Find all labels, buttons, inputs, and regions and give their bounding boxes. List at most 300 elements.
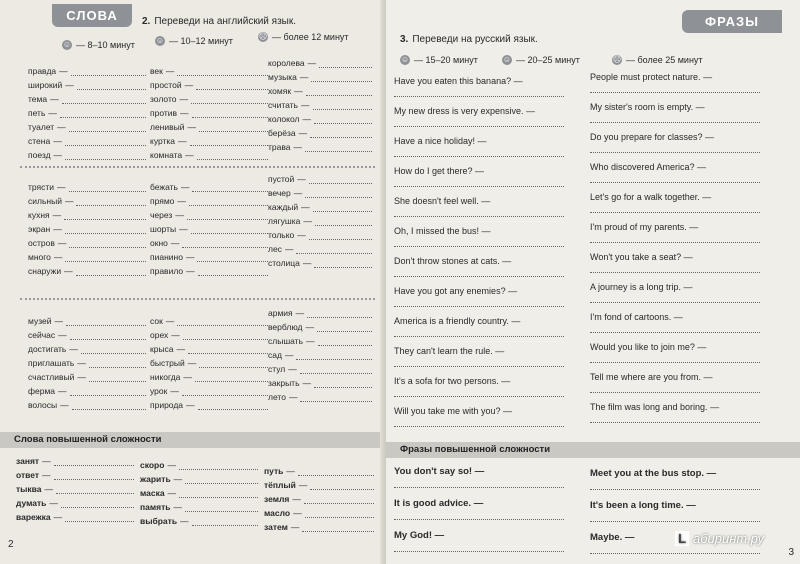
answer-line[interactable] xyxy=(590,146,760,153)
word-item: золото — xyxy=(150,90,268,104)
answer-line[interactable] xyxy=(309,231,372,240)
word-text: кухня xyxy=(28,210,50,220)
word-item: через — xyxy=(150,206,268,220)
word-column xyxy=(268,304,372,402)
word-text: через xyxy=(150,210,173,220)
word-text: лягушка xyxy=(268,216,301,226)
answer-line[interactable] xyxy=(179,461,258,470)
word-item: каждый — xyxy=(268,198,372,212)
answer-line[interactable] xyxy=(60,109,146,118)
word-item: орех — xyxy=(150,326,268,340)
answer-line[interactable] xyxy=(183,331,268,340)
phrase-text: Don't throw stones at cats. — xyxy=(394,256,512,266)
answer-line[interactable] xyxy=(317,323,372,332)
phrase-text: Who discovered America? — xyxy=(590,162,707,172)
word-item: стена — xyxy=(28,132,146,146)
word-text: правда xyxy=(28,66,57,76)
word-text: выбрать xyxy=(140,516,178,526)
phrase-item xyxy=(394,316,564,337)
phrase-text: You don't say so! — xyxy=(394,466,485,477)
word-item: достигать — xyxy=(28,340,146,354)
phrase-item xyxy=(394,196,564,217)
phrase-text: A journey is a long trip. — xyxy=(590,282,693,292)
answer-line[interactable] xyxy=(305,189,372,198)
answer-line[interactable] xyxy=(394,300,564,307)
word-item: музыка — xyxy=(268,68,372,82)
word-item: хомяк — xyxy=(268,82,372,96)
timer-1: ☺ — 8–10 минут xyxy=(62,40,135,50)
answer-line[interactable] xyxy=(185,503,258,512)
answer-line[interactable] xyxy=(394,210,564,217)
answer-line[interactable] xyxy=(319,59,372,68)
word-text: ленивый xyxy=(150,122,185,132)
neutral-face-icon: ☺ xyxy=(155,36,165,45)
word-text: варежка xyxy=(16,512,51,522)
task-number: 2. xyxy=(142,16,151,27)
phrase-text: How do I get there? — xyxy=(394,166,485,176)
answer-line[interactable] xyxy=(309,175,372,184)
word-text: думать xyxy=(16,498,47,508)
answer-line[interactable] xyxy=(189,197,268,206)
word-item: быстрый — xyxy=(150,354,268,368)
phrase-text: I'm fond of cartoons. — xyxy=(590,312,683,322)
answer-line[interactable] xyxy=(197,151,268,160)
answer-line[interactable] xyxy=(196,81,268,90)
answer-line[interactable] xyxy=(394,420,564,427)
phrase-text: America is a friendly country. — xyxy=(394,316,521,326)
word-text: достигать xyxy=(28,344,67,354)
phrase-item xyxy=(394,530,564,552)
answer-line[interactable] xyxy=(182,387,268,396)
phrase-item xyxy=(590,372,760,393)
word-item: сад — xyxy=(268,346,372,360)
answer-line[interactable] xyxy=(313,101,373,110)
answer-line[interactable] xyxy=(76,197,146,206)
answer-line[interactable] xyxy=(590,386,760,393)
word-column xyxy=(268,54,372,152)
phrase-item xyxy=(590,252,760,273)
answer-line[interactable] xyxy=(394,90,564,97)
answer-line[interactable] xyxy=(298,467,374,476)
phrase-text: I'm proud of my parents. — xyxy=(590,222,699,232)
word-text: правило xyxy=(150,266,184,276)
word-item: армия — xyxy=(268,304,372,318)
word-item: поезд — xyxy=(28,146,146,160)
answer-line[interactable] xyxy=(191,95,268,104)
word-column xyxy=(150,178,268,276)
word-text: маска xyxy=(140,488,165,498)
answer-line[interactable] xyxy=(70,331,146,340)
phrase-item xyxy=(590,500,760,522)
answer-line[interactable] xyxy=(296,351,372,360)
answer-line[interactable] xyxy=(65,253,146,262)
phrase-text: It is good advice. — xyxy=(394,498,484,509)
answer-line[interactable] xyxy=(394,545,564,552)
phrase-item xyxy=(590,102,760,123)
answer-line[interactable] xyxy=(311,73,372,82)
word-item: пианино — xyxy=(150,248,268,262)
answer-line[interactable] xyxy=(71,67,146,76)
answer-line[interactable] xyxy=(69,239,146,248)
phrase-text: They can't learn the rule. — xyxy=(394,346,505,356)
answer-line[interactable] xyxy=(296,245,372,254)
word-text: верблюд xyxy=(268,322,303,332)
phrase-item xyxy=(590,282,760,303)
word-item: остров — xyxy=(28,234,146,248)
word-item: шорты — xyxy=(150,220,268,234)
word-item: урок — xyxy=(150,382,268,396)
answer-line[interactable] xyxy=(192,109,268,118)
word-item: закрыть — xyxy=(268,374,372,388)
word-item: никогда — xyxy=(150,368,268,382)
word-column xyxy=(28,62,146,160)
answer-line[interactable] xyxy=(61,499,134,508)
word-text: память xyxy=(140,502,171,512)
answer-line[interactable] xyxy=(182,239,268,248)
answer-line[interactable] xyxy=(307,309,372,318)
answer-line[interactable] xyxy=(590,326,760,333)
word-text: берёза xyxy=(268,128,296,138)
phrase-text: Have you eaten this banana? — xyxy=(394,76,523,86)
word-text: жарить xyxy=(140,474,171,484)
word-text: путь xyxy=(264,466,284,476)
word-text: куртка xyxy=(150,136,176,146)
answer-line[interactable] xyxy=(304,495,374,504)
answer-line[interactable] xyxy=(198,267,268,276)
section-tab-words: СЛОВА xyxy=(52,4,132,27)
word-item: ответ — xyxy=(16,466,134,480)
answer-line[interactable] xyxy=(77,81,146,90)
phrase-text: Let's go for a walk together. — xyxy=(590,192,712,202)
word-item: ленивый — xyxy=(150,118,268,132)
word-text: армия xyxy=(268,308,293,318)
word-item: счастливый — xyxy=(28,368,146,382)
answer-line[interactable] xyxy=(187,211,268,220)
answer-line[interactable] xyxy=(65,513,134,522)
answer-line[interactable] xyxy=(394,330,564,337)
word-text: лето xyxy=(268,392,286,402)
phrase-text: Maybe. — xyxy=(590,532,635,543)
word-text: пианино xyxy=(150,252,183,262)
word-text: стена xyxy=(28,136,51,146)
task-number: 3. xyxy=(400,34,409,45)
word-item: против — xyxy=(150,104,268,118)
word-item: лягушка — xyxy=(268,212,372,226)
answer-line[interactable] xyxy=(66,317,146,326)
answer-line[interactable] xyxy=(394,150,564,157)
phrase-item xyxy=(590,192,760,213)
answer-line[interactable] xyxy=(305,143,372,152)
word-text: королева xyxy=(268,58,305,68)
answer-line[interactable] xyxy=(197,253,268,262)
task-2 xyxy=(142,16,296,27)
word-item: сейчас — xyxy=(28,326,146,340)
word-text: хомяк xyxy=(268,86,292,96)
word-item: жарить — xyxy=(140,470,258,484)
word-item: широкий — xyxy=(28,76,146,90)
answer-line[interactable] xyxy=(590,515,760,522)
phrase-text: She doesn't feel well. — xyxy=(394,196,491,206)
task-text: Переведи на английский язык. xyxy=(154,16,297,27)
timer-3: ☹ — более 25 минут xyxy=(612,55,703,65)
answer-line[interactable] xyxy=(590,86,760,93)
word-text: туалет xyxy=(28,122,55,132)
word-text: столица xyxy=(268,258,300,268)
word-item: королева — xyxy=(268,54,372,68)
word-item: варежка — xyxy=(16,508,134,522)
answer-line[interactable] xyxy=(394,120,564,127)
phrase-text: Tell me where are you from. — xyxy=(590,372,713,382)
right-page xyxy=(386,0,800,564)
word-text: сейчас xyxy=(28,330,56,340)
phrase-item xyxy=(394,226,564,247)
answer-line[interactable] xyxy=(590,483,760,490)
word-item: петь — xyxy=(28,104,146,118)
phrase-item xyxy=(394,256,564,277)
phrase-item xyxy=(590,222,760,243)
answer-line[interactable] xyxy=(195,373,268,382)
sad-face-icon: ☹ xyxy=(258,32,268,41)
word-text: никогда xyxy=(150,372,181,382)
phrase-text: Meet you at the bus stop. — xyxy=(590,468,717,479)
smile-icon: ☺ xyxy=(400,55,410,64)
answer-line[interactable] xyxy=(314,379,372,388)
word-text: век xyxy=(150,66,163,76)
answer-line[interactable] xyxy=(302,523,374,532)
word-item: колокол — xyxy=(268,110,372,124)
word-text: комната xyxy=(150,150,183,160)
word-text: против xyxy=(150,108,178,118)
answer-line[interactable] xyxy=(65,225,146,234)
answer-line[interactable] xyxy=(70,387,146,396)
word-text: природа xyxy=(150,400,184,410)
answer-line[interactable] xyxy=(54,471,134,480)
word-item: природа — xyxy=(150,396,268,410)
answer-line[interactable] xyxy=(190,137,268,146)
word-item: тыква — xyxy=(16,480,134,494)
word-item: берёза — xyxy=(268,124,372,138)
answer-line[interactable] xyxy=(191,225,268,234)
word-text: музей xyxy=(28,316,52,326)
word-column xyxy=(268,170,372,268)
answer-line[interactable] xyxy=(590,206,760,213)
answer-line[interactable] xyxy=(394,360,564,367)
answer-line[interactable] xyxy=(313,203,372,212)
answer-line[interactable] xyxy=(310,481,374,490)
word-item: слышать — xyxy=(268,332,372,346)
word-item: скоро — xyxy=(140,456,258,470)
phrase-text: Have a nice holiday! — xyxy=(394,136,487,146)
word-text: ферма xyxy=(28,386,56,396)
answer-line[interactable] xyxy=(65,137,146,146)
word-item: куртка — xyxy=(150,132,268,146)
word-item: земля — xyxy=(264,490,374,504)
answer-line[interactable] xyxy=(76,267,146,276)
answer-line[interactable] xyxy=(318,337,372,346)
answer-line[interactable] xyxy=(177,317,268,326)
answer-line[interactable] xyxy=(179,489,258,498)
word-text: лес xyxy=(268,244,282,254)
word-text: широкий xyxy=(28,80,63,90)
word-text: снаружи xyxy=(28,266,62,276)
word-text: окно xyxy=(150,238,168,248)
answer-line[interactable] xyxy=(69,123,146,132)
answer-line[interactable] xyxy=(590,266,760,273)
phrase-text: My God! — xyxy=(394,530,445,541)
answer-line[interactable] xyxy=(394,513,564,520)
word-text: золото xyxy=(150,94,177,104)
answer-line[interactable] xyxy=(199,123,268,132)
answer-line[interactable] xyxy=(65,151,146,160)
word-text: экран xyxy=(28,224,51,234)
word-text: трясти xyxy=(28,182,55,192)
word-item: масло — xyxy=(264,504,374,518)
answer-line[interactable] xyxy=(56,485,134,494)
answer-line[interactable] xyxy=(54,457,134,466)
answer-line[interactable] xyxy=(64,211,146,220)
word-item: трясти — xyxy=(28,178,146,192)
phrase-item xyxy=(394,498,564,520)
phrase-item xyxy=(394,286,564,307)
word-text: ответ xyxy=(16,470,40,480)
phrase-item xyxy=(394,76,564,97)
word-text: быстрый xyxy=(150,358,185,368)
word-text: закрыть xyxy=(268,378,300,388)
answer-line[interactable] xyxy=(305,509,374,518)
word-text: урок xyxy=(150,386,168,396)
answer-line[interactable] xyxy=(81,345,146,354)
sad-face-icon: ☹ xyxy=(612,55,622,64)
answer-line[interactable] xyxy=(185,475,258,484)
word-item: ферма — xyxy=(28,382,146,396)
phrase-item xyxy=(394,376,564,397)
word-item: окно — xyxy=(150,234,268,248)
word-item: память — xyxy=(140,498,258,512)
word-item: туалет — xyxy=(28,118,146,132)
answer-line[interactable] xyxy=(300,365,372,374)
answer-line[interactable] xyxy=(590,116,760,123)
word-item: лето — xyxy=(268,388,372,402)
phrase-text: Won't you take a seat? — xyxy=(590,252,693,262)
answer-line[interactable] xyxy=(310,129,372,138)
answer-line[interactable] xyxy=(590,296,760,303)
answer-line[interactable] xyxy=(394,180,564,187)
word-item: правило — xyxy=(150,262,268,276)
answer-line[interactable] xyxy=(590,176,760,183)
word-item: только — xyxy=(268,226,372,240)
word-item: лес — xyxy=(268,240,372,254)
word-column xyxy=(28,178,146,276)
answer-line[interactable] xyxy=(300,393,372,402)
answer-line[interactable] xyxy=(69,183,146,192)
word-item: музей — xyxy=(28,312,146,326)
word-item: снаружи — xyxy=(28,262,146,276)
answer-line[interactable] xyxy=(394,481,564,488)
timer-3: ☹ — более 12 минут xyxy=(258,32,349,42)
answer-line[interactable] xyxy=(198,401,268,410)
answer-line[interactable] xyxy=(590,236,760,243)
phrase-text: Will you take me with you? — xyxy=(394,406,513,416)
phrase-item xyxy=(590,162,760,183)
timer-2: ☺ — 10–12 минут xyxy=(155,36,233,46)
answer-line[interactable] xyxy=(314,115,372,124)
answer-line[interactable] xyxy=(315,217,372,226)
answer-line[interactable] xyxy=(306,87,372,96)
phrase-item xyxy=(590,402,760,423)
word-item: век — xyxy=(150,62,268,76)
word-text: волосы xyxy=(28,400,58,410)
word-text: тёплый xyxy=(264,480,296,490)
answer-line[interactable] xyxy=(394,240,564,247)
answer-line[interactable] xyxy=(394,270,564,277)
word-item: трава — xyxy=(268,138,372,152)
word-text: поезд xyxy=(28,150,51,160)
divider xyxy=(20,166,375,168)
word-text: простой xyxy=(150,80,182,90)
phrase-item xyxy=(394,166,564,187)
phrase-item xyxy=(394,136,564,157)
answer-line[interactable] xyxy=(199,359,268,368)
word-text: скоро xyxy=(140,460,165,470)
word-item: считать — xyxy=(268,96,372,110)
word-text: сад xyxy=(268,350,282,360)
section-tab-phrases: ФРАЗЫ xyxy=(682,10,782,33)
answer-line[interactable] xyxy=(394,390,564,397)
phrase-text: My sister's room is empty. — xyxy=(590,102,705,112)
task-text: Переведи на русский язык. xyxy=(412,34,538,45)
word-text: орех xyxy=(150,330,169,340)
phrase-text: People must protect nature. — xyxy=(590,72,713,82)
word-text: сильный xyxy=(28,196,62,206)
word-text: считать xyxy=(268,100,298,110)
word-item: затем — xyxy=(264,518,374,532)
word-item: думать — xyxy=(16,494,134,508)
phrase-item xyxy=(590,342,760,363)
phrase-text: It's been a long time. — xyxy=(590,500,696,511)
word-item: волосы — xyxy=(28,396,146,410)
phrase-text: It's a sofa for two persons. — xyxy=(394,376,511,386)
word-text: приглашать xyxy=(28,358,75,368)
watermark-logo xyxy=(675,531,764,546)
page-number: 2 xyxy=(8,539,14,550)
answer-line[interactable] xyxy=(89,359,146,368)
word-text: трава xyxy=(268,142,291,152)
answer-line[interactable] xyxy=(192,183,268,192)
phrase-item xyxy=(394,346,564,367)
word-text: вечер xyxy=(268,188,291,198)
answer-line[interactable] xyxy=(314,259,372,268)
answer-line[interactable] xyxy=(72,401,146,410)
answer-line[interactable] xyxy=(590,416,760,423)
answer-line[interactable] xyxy=(192,517,258,526)
answer-line[interactable] xyxy=(89,373,146,382)
word-text: пустой xyxy=(268,174,295,184)
word-item: маска — xyxy=(140,484,258,498)
word-column xyxy=(150,312,268,410)
word-text: шорты xyxy=(150,224,177,234)
phrase-text: My new dress is very expensive. — xyxy=(394,106,536,116)
word-text: колокол xyxy=(268,114,300,124)
answer-line[interactable] xyxy=(590,356,760,363)
answer-line[interactable] xyxy=(62,95,146,104)
answer-line[interactable] xyxy=(188,345,268,354)
word-text: слышать xyxy=(268,336,304,346)
answer-line[interactable] xyxy=(590,547,760,554)
word-text: музыка xyxy=(268,72,297,82)
answer-line[interactable] xyxy=(177,67,268,76)
smile-icon: ☺ xyxy=(62,40,72,49)
word-item: путь — xyxy=(264,462,374,476)
